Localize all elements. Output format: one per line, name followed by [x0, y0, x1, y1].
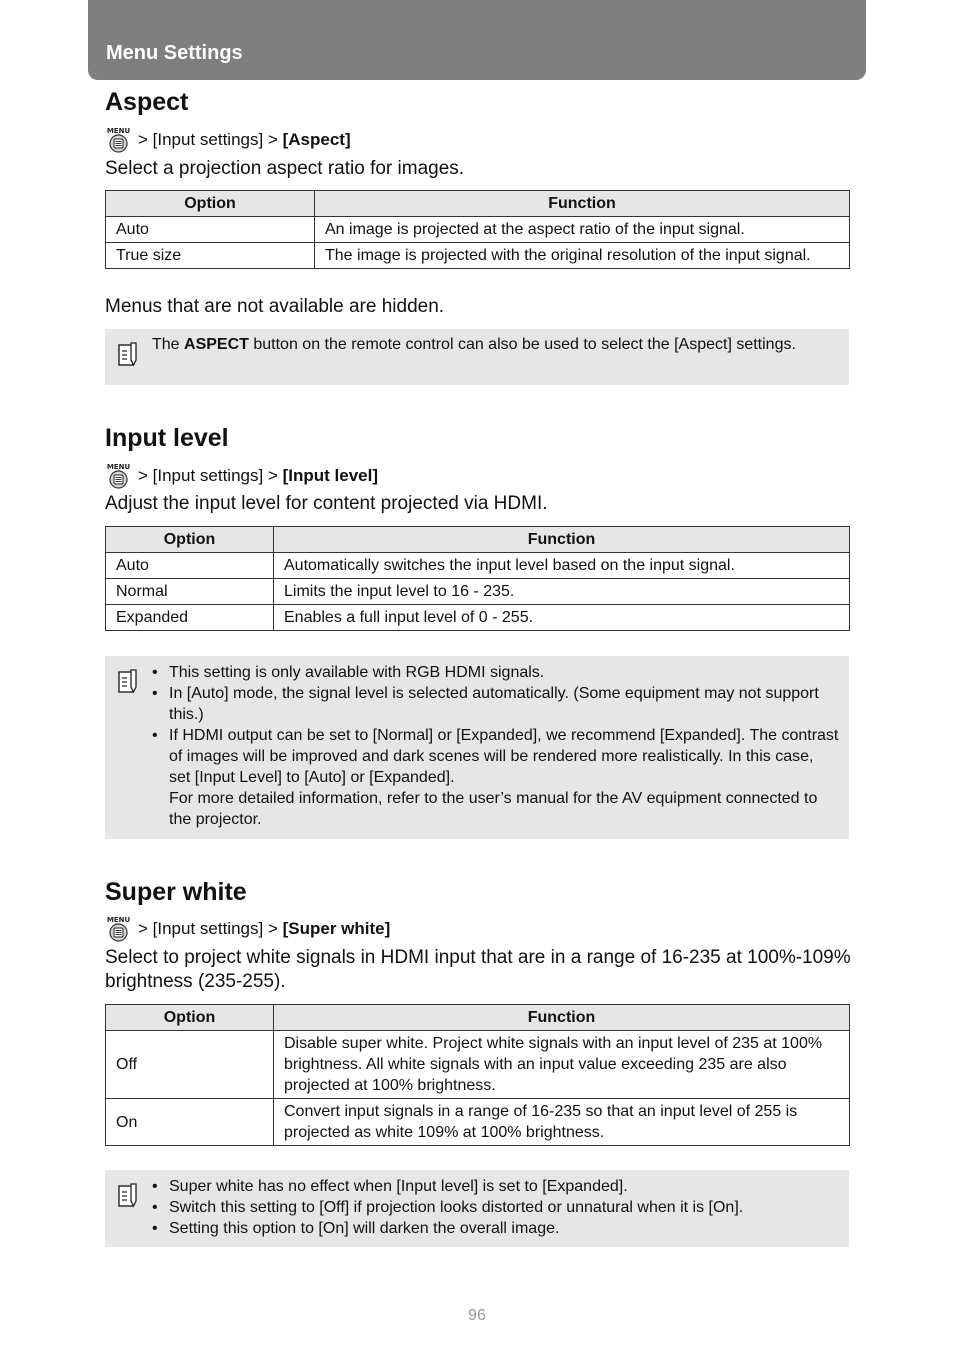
section-title-aspect: Aspect [105, 88, 189, 116]
menu-path-target: [Super white] [282, 918, 391, 938]
table-row [106, 553, 850, 579]
list-item [169, 725, 839, 830]
function-cell: Disable super white. Project white signals with an input level of 235 at 100% brightness. All white signals with an input value exceeding 235 are also projected at 100% brightness. [274, 1031, 850, 1099]
note-item-text: If HDMI output can be set to [Normal] or [Expanded], we recommend [Expanded]. The contrast of images will be improved and dark scenes will be rendered more realistically. In this case, set [Input Level] to [Auto] or [Expanded]. [169, 727, 839, 786]
aspect-button-name: ASPECT [184, 336, 249, 353]
column-header-function: Function [315, 191, 850, 217]
option-cell: Off [106, 1031, 274, 1099]
note-text-post: button on the remote control can also be used to select the [Aspect] settings. [248, 336, 796, 353]
function-cell: Automatically switches the input level based on the input signal. [274, 553, 850, 579]
column-header-function: Function [274, 527, 850, 553]
list-item: • In [Auto] mode, the signal level is selected automatically. (Some equipment may not support this.) [169, 683, 839, 725]
note-item-continuation: For more detailed information, refer to the user’s manual for the AV equipment connected to the projector. [169, 790, 818, 828]
section-title-input-level: Input level [105, 424, 229, 452]
menu-path-super-white [105, 915, 390, 942]
list-item: • Setting this option to [On] will darken the overall image. [169, 1218, 839, 1239]
memo-note-icon [117, 341, 139, 369]
svg-text:MENU: MENU [106, 916, 131, 924]
note-text-pre: The [152, 336, 185, 353]
option-cell: Normal [106, 579, 274, 605]
page-number: 96 [468, 1307, 486, 1324]
note-box-input-level [105, 656, 849, 839]
table-header-row [106, 191, 850, 217]
table-row [106, 243, 850, 269]
menu-path-prefix: > [Input settings] > [138, 465, 278, 485]
function-cell: The image is projected with the original resolution of the input signal. [315, 243, 850, 269]
column-header-option: Option [106, 527, 274, 553]
table-row [106, 579, 850, 605]
section-description-aspect: Select a projection aspect ratio for images. [105, 158, 465, 179]
option-cell: Auto [106, 553, 274, 579]
options-table-super-white [105, 1004, 850, 1146]
svg-text:MENU: MENU [106, 127, 131, 135]
header-bar [88, 0, 866, 80]
note-list [105, 1170, 849, 1247]
list-item: • This setting is only available with RGB HDMI signals. [169, 662, 839, 683]
menu-button-icon [105, 915, 132, 942]
table-row [106, 605, 850, 631]
menu-button-icon [105, 126, 132, 153]
note-box-aspect [105, 329, 849, 385]
options-table-input-level [105, 526, 850, 631]
section-description-input-level: Adjust the input level for content projected via HDMI. [105, 493, 548, 514]
section-description-super-white: Select to project white signals in HDMI input that are in a range of 16-235 at 100%-109% brightness (235-255). [105, 947, 851, 992]
function-cell: Limits the input level to 16 - 235. [274, 579, 850, 605]
header-title: Menu Settings [106, 42, 243, 64]
table-row [106, 1099, 850, 1146]
function-cell: Convert input signals in a range of 16-235 so that an input level of 255 is projected as white 109% at 100% brightness. [274, 1099, 850, 1146]
column-header-function: Function [274, 1005, 850, 1031]
menu-path-aspect [105, 126, 351, 153]
menu-path-target: [Input level] [282, 465, 379, 485]
section-title-super-white: Super white [105, 878, 247, 906]
menu-path-prefix: > [Input settings] > [138, 918, 278, 938]
table-header-row [106, 1005, 850, 1031]
menu-button-icon [105, 462, 132, 489]
menu-path-prefix: > [Input settings] > [138, 129, 278, 149]
column-header-option: Option [106, 191, 315, 217]
menu-path-target: [Aspect] [282, 129, 351, 149]
table-row [106, 1031, 850, 1099]
function-cell: An image is projected at the aspect ratio of the input signal. [315, 217, 850, 243]
table-row [106, 217, 850, 243]
function-cell: Enables a full input level of 0 - 255. [274, 605, 850, 631]
column-header-option: Option [106, 1005, 274, 1031]
note-box-super-white [105, 1170, 849, 1247]
memo-note-icon [117, 1182, 139, 1210]
memo-note-icon [117, 668, 139, 696]
option-cell: On [106, 1099, 274, 1146]
table-header-row [106, 527, 850, 553]
hidden-menus-text: Menus that are not available are hidden. [105, 296, 445, 317]
option-cell: Auto [106, 217, 315, 243]
note-text [105, 329, 849, 363]
option-cell: True size [106, 243, 315, 269]
option-cell: Expanded [106, 605, 274, 631]
note-list [105, 656, 849, 838]
list-item: • Super white has no effect when [Input level] is set to [Expanded]. [169, 1176, 839, 1197]
options-table-aspect [105, 190, 850, 269]
menu-path-input-level [105, 462, 378, 489]
svg-text:MENU: MENU [106, 463, 131, 471]
list-item: • Switch this setting to [Off] if projection looks distorted or unnatural when it is [On]. [169, 1197, 839, 1218]
